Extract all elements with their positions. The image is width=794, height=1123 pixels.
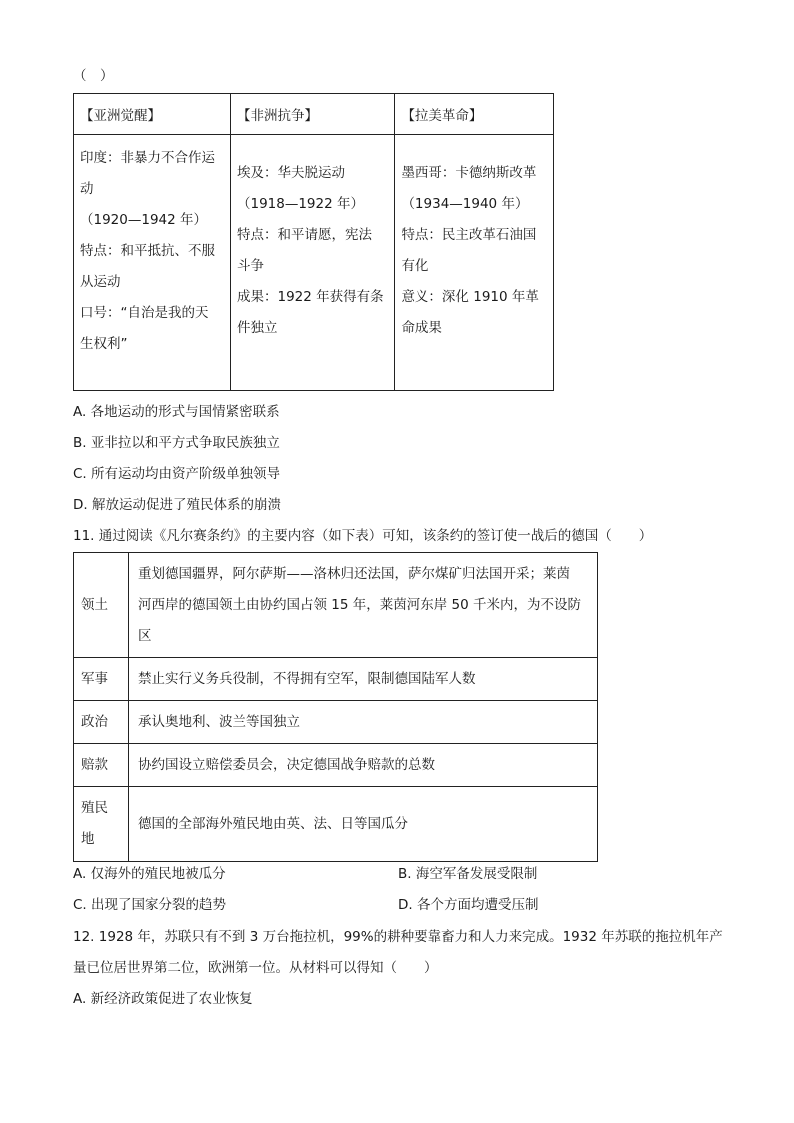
cell-line: 墨西哥：卡德纳斯改革 xyxy=(401,165,537,181)
header-latam: 【拉美革命】 xyxy=(395,94,554,135)
row-content xyxy=(129,787,598,862)
q12-stem-line2: 量已位居世界第二位，欧洲第一位。从材料可以得知（ ） xyxy=(73,960,438,976)
cell-line: 特点：和平抵抗、不服 xyxy=(80,243,215,259)
cell-line: 生权利” xyxy=(80,336,128,352)
versailles-treaty-table xyxy=(73,552,598,862)
row-label xyxy=(74,744,129,787)
independence-movements-table xyxy=(73,93,554,391)
cell-line: 特点：民主改革石油国 xyxy=(401,227,537,243)
cell-asia xyxy=(74,135,231,391)
q11-stem: 11. 通过阅读《凡尔赛条约》的主要内容（如下表）可知，该条约的签订使一战后的德国（ ） xyxy=(73,528,653,544)
table-row xyxy=(74,701,598,744)
question-paren: （ ） xyxy=(73,68,114,84)
content-line: 协约国设立赔偿委员会，决定德国战争赔款的总数 xyxy=(138,756,435,773)
table-row xyxy=(74,744,598,787)
row-label xyxy=(74,553,129,658)
cell-line: 印度：非暴力不合作运 xyxy=(80,150,215,166)
content-line: 承认奥地利、波兰等国独立 xyxy=(138,713,300,730)
cell-line: 从运动 xyxy=(80,274,121,290)
q10-option-a[interactable]: A. 各地运动的形式与国情紧密联系 xyxy=(73,404,280,420)
row-content xyxy=(129,553,598,658)
q11-option-c[interactable]: C. 出现了国家分裂的趋势 xyxy=(73,897,227,913)
table-row xyxy=(74,553,598,658)
row-content xyxy=(129,744,598,787)
row-content xyxy=(129,701,598,744)
cell-line: 埃及：华夫脱运动 xyxy=(236,165,345,181)
q10-option-b[interactable]: B. 亚非拉以和平方式争取民族独立 xyxy=(73,435,280,451)
cell-line: 命成果 xyxy=(401,320,442,336)
table-row xyxy=(74,658,598,701)
q12-option-a[interactable]: A. 新经济政策促进了农业恢复 xyxy=(73,991,253,1007)
content-line: 禁止实行义务兵役制，不得拥有空军，限制德国陆军人数 xyxy=(138,670,476,687)
cell-line: （1918—1922 年） xyxy=(236,196,364,212)
cell-line: 意义：深化 1910 年革 xyxy=(401,289,539,305)
row-label xyxy=(74,658,129,701)
label-text: 地 xyxy=(81,831,95,847)
label-text: 政治 xyxy=(81,713,108,730)
q11-option-b[interactable]: B. 海空军备发展受限制 xyxy=(398,866,538,882)
row-content xyxy=(129,658,598,701)
label-text: 军事 xyxy=(81,670,108,687)
cell-line: 动 xyxy=(80,181,94,197)
content-line: 重划德国疆界，阿尔萨斯——洛林归还法国，萨尔煤矿归法国开采；莱茵 xyxy=(138,565,570,582)
cell-latam xyxy=(395,135,554,391)
q10-option-d[interactable]: D. 解放运动促进了殖民体系的崩溃 xyxy=(73,497,281,513)
content-line: 区 xyxy=(138,627,152,644)
q11-option-a[interactable]: A. 仅海外的殖民地被瓜分 xyxy=(73,866,226,882)
cell-line: （1920—1942 年） xyxy=(80,212,208,228)
cell-line: 件独立 xyxy=(236,320,278,336)
label-text: 殖民 xyxy=(81,800,108,816)
cell-line: （1934—1940 年） xyxy=(401,196,529,212)
label-text: 赔款 xyxy=(81,756,108,773)
q11-option-d[interactable]: D. 各个方面均遭受压制 xyxy=(398,897,539,913)
cell-africa xyxy=(230,135,394,391)
cell-line: 口号：“自治是我的天 xyxy=(80,305,209,321)
row-label xyxy=(74,701,129,744)
header-africa: 【非洲抗争】 xyxy=(230,94,394,135)
header-asia: 【亚洲觉醒】 xyxy=(74,94,231,135)
label-text: 领土 xyxy=(81,596,108,613)
cell-line: 成果：1922 年获得有条 xyxy=(236,289,384,305)
row-label xyxy=(74,787,129,862)
cell-line: 特点：和平请愿，宪法 xyxy=(236,227,372,243)
table-row xyxy=(74,787,598,862)
content-line: 德国的全部海外殖民地由英、法、日等国瓜分 xyxy=(138,815,408,832)
cell-line: 有化 xyxy=(401,258,429,274)
cell-line: 斗争 xyxy=(236,258,264,274)
content-line: 河西岸的德国领土由协约国占领 15 年，莱茵河东岸 50 千米内，为不设防 xyxy=(138,596,582,613)
q10-option-c[interactable]: C. 所有运动均由资产阶级单独领导 xyxy=(73,466,281,482)
q12-stem-line1: 12. 1928 年，苏联只有不到 3 万台拖拉机，99%的耕种要靠畜力和人力来完成。1932 年苏联的拖拉机年产 xyxy=(73,929,723,945)
